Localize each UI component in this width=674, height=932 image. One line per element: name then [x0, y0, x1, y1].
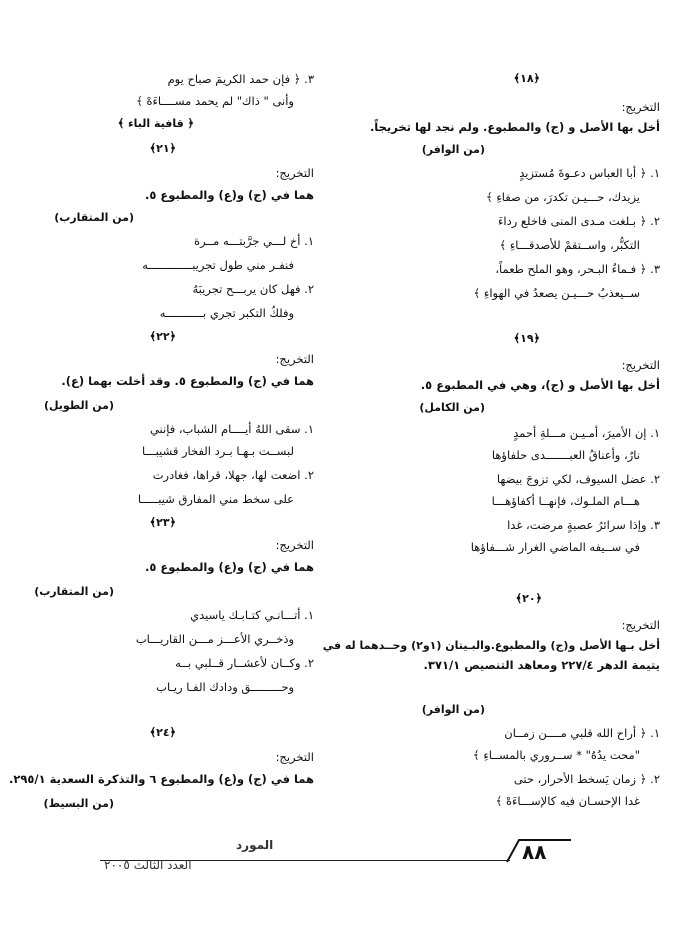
verse-second-half: وفلكُ التكبر تجري بـــــــــــه	[159, 306, 294, 320]
verse-second-half: لبســت بـهـا بـرد الفخار قشيبـــا	[142, 444, 294, 458]
takhrij-text: هما في (ج) و(ع) والمطبوع ٦ والتذكرة السعدية ٢٩٥/١.	[8, 772, 314, 786]
verse-first-half: ٢. ﴿ زمان يَسخط الأحرار، حتى	[513, 772, 660, 786]
verse-second-half: على سخط مني المفارق شيبـــــا	[137, 492, 294, 506]
verse-second-half: هـــام الملـوك، فإنهــا أكفاؤهـــا	[491, 494, 640, 508]
journal-name: المورد	[236, 838, 274, 852]
verse-second-half: وحـــــــــق ودادك الفـا ريـاب	[156, 680, 294, 694]
verse-first-half: ١. سقى اللهُ أيــــام الشباب، فإنني	[149, 422, 314, 436]
takhrij-label: التخريج:	[275, 166, 314, 180]
takhrij-text: أخل بها الأصل و (ج)، وهي في المطبوع ٥.	[420, 378, 660, 392]
verse-first-half: ١. ﴿ أبا العباس دعـوةَ مُستزيدٍ	[519, 166, 660, 180]
verse-first-half: ١. ﴿ أراح الله قلبي مــــن زمــان	[504, 726, 660, 740]
takhrij-label: التخريج:	[275, 750, 314, 764]
takhrij-label: التخريج:	[621, 100, 660, 114]
takhrij-text: أخل بـها الأصل و(ج) والمطبوع.والبـيتان (١و٢) وحــدهما له في	[322, 639, 660, 652]
takhrij-text: هما في (ج) و(ع) والمطبوع ٥.	[145, 560, 314, 574]
verse-second-half: في ســيفه الماضي الغرار شـــفاؤها	[470, 540, 640, 554]
meter-label: (من الطويل)	[43, 399, 114, 412]
takhrij-label: التخريج:	[621, 618, 660, 632]
takhrij-text: أخل بها الأصل و (ج) والمطبوع. ولم نجد لها تخريجاً.	[369, 120, 660, 134]
takhrij-label: التخريج:	[275, 538, 314, 552]
takhrij-text: هما في (ج) والمطبوع ٥. وقد أخلت بهما (ع).	[61, 374, 314, 388]
verse-second-half: وأنى " ذاك" لم يحمد مســــاءَهْ ﴾	[136, 94, 294, 108]
page-number: ٨٨	[522, 840, 547, 864]
verse-first-half: ٢. وكــان لأعشــار قــلبي بــه	[175, 656, 314, 670]
poem-number-24: ﴿٢٤﴾	[149, 726, 176, 739]
meter-label: (من المتقارب)	[54, 211, 134, 224]
takhrij-label: التخريج:	[621, 358, 660, 372]
verse-first-half: ٣. وإذا سرائرُ عصبةٍ مرضت، غدا	[507, 518, 660, 532]
verse-first-half: ١. أتـــانـي كتـابـك ياسيدي	[190, 608, 314, 622]
verse-second-half: "محت يدُهُ" * ســروري بالمســاءِ ﴾	[472, 748, 640, 762]
takhrij-text: هما في (ج) و(ع) والمطبوع ٥.	[145, 188, 314, 202]
verse-second-half: ســيعذبُ حـــيـن يصعدُ في الهواءِ ﴾	[473, 286, 640, 300]
verse-first-half: ٣. ﴿ فإن حمد الكريمَ صباح يوم	[167, 72, 314, 86]
meter-label: (من البسيط)	[43, 797, 114, 810]
takhrij-label: التخريج:	[275, 352, 314, 366]
meter-label: (من المتقارب)	[34, 585, 114, 598]
verse-first-half: ٣. ﴿ فـماءُ البـحر، وهو الملح طعماً،	[495, 262, 660, 276]
journal-issue: العدد الثالث ٢٠٠٥	[104, 858, 192, 872]
verse-first-half: ١. إن الأميرَ، أمـيـن مـــلةِ أحمدٍ	[513, 426, 660, 440]
poem-number-22: ﴿٢٢﴾	[149, 330, 176, 343]
meter-label: (من الكامل)	[419, 401, 485, 414]
verse-second-half: فنفـر مني طول تجريبـــــــــــــه	[142, 258, 294, 272]
verse-first-half: ٢. ﴿ بـلغت مـدى المنى فاخلع رداءَ	[497, 214, 660, 228]
meter-label: (من الوافر)	[421, 143, 485, 156]
poem-number-20: ﴿٢٠﴾	[515, 592, 542, 605]
verse-first-half: ١. أخ لـــي جرَّبتـــه مــرة	[194, 234, 314, 248]
verse-second-half: وذخــري الأعـــز مـــن القاريـــاب	[135, 632, 294, 646]
verse-second-half: غدا الإحسـان فيه كالإســـاءَهْ ﴾	[495, 794, 640, 808]
verse-first-half: ٢. فهل كان يربـــح تجريبَهُ	[192, 282, 314, 296]
rhyme-section-heading: ﴿ قافية الباء ﴾	[117, 117, 194, 130]
verse-second-half: يزيدك، حـــيـن تكدرَ، من صفاءِ ﴾	[485, 190, 640, 204]
meter-label: (من الوافر)	[421, 703, 485, 716]
poem-number-23: ﴿٢٣﴾	[149, 516, 176, 529]
poem-number-21: ﴿٢١﴾	[149, 142, 176, 155]
takhrij-text: يتيمة الدهر ٢٢٧/٤ ومعاهد التنصيص ٣٧١/١.	[423, 658, 660, 672]
verse-first-half: ٢. عضل السيوف، لكي تزوجَ بيضها	[496, 472, 660, 486]
poem-number-19: ﴿١٩﴾	[513, 332, 540, 345]
verse-first-half: ٢. اضعت لها، جهلا، قراها، فغادرت	[152, 468, 314, 482]
verse-second-half: التكبُّر، واســتقمْ للأصدقـــاءِ ﴾	[499, 238, 640, 252]
verse-second-half: نارٌ، وأعناقُ العبـــــــدى حلفاؤها	[491, 448, 640, 462]
poem-number-18: ﴿١٨﴾	[513, 72, 540, 85]
